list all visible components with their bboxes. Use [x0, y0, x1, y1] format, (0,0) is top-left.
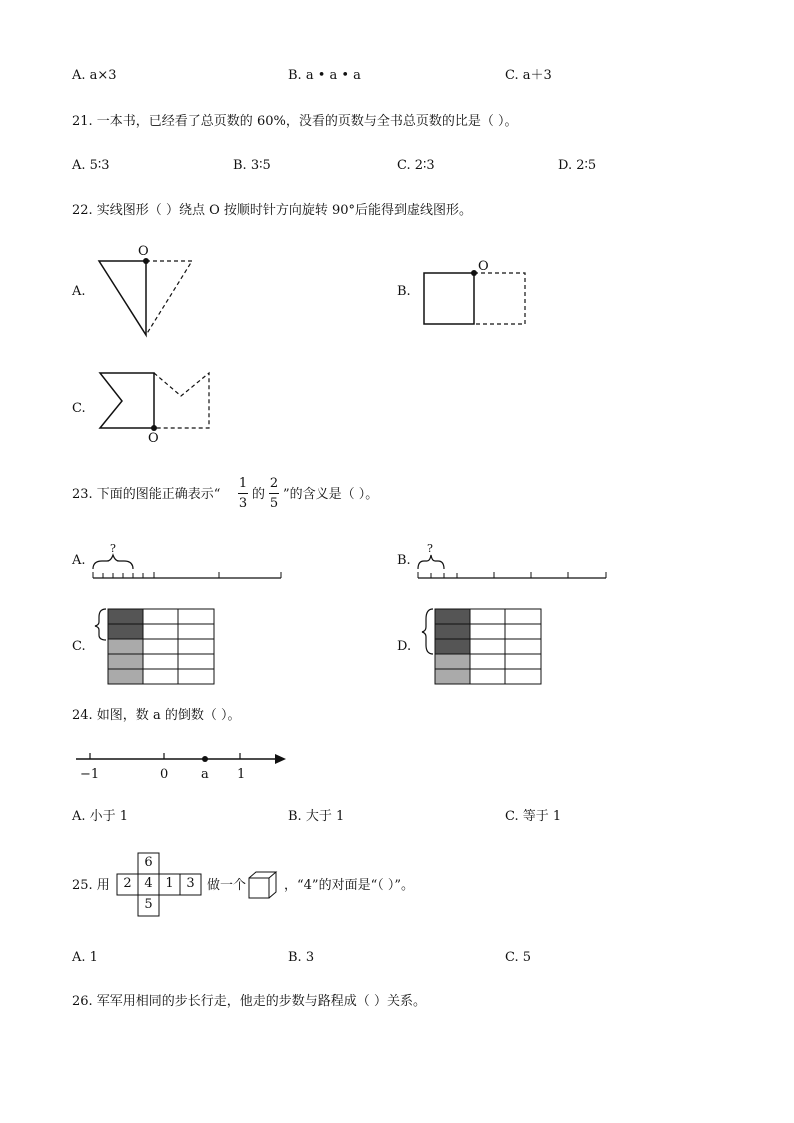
q22-option-b[interactable]: B.	[397, 284, 411, 299]
q22-text: 22. 实线图形（ ）绕点 O 按顺时针方向旋转 90°后能得到虚线图形。	[72, 203, 473, 218]
q22-b-point-label: O	[478, 259, 489, 274]
net-face-4: 3	[186, 876, 195, 891]
q24-axis-label-0: 0	[160, 767, 169, 782]
cube-icon	[247, 870, 279, 900]
q23-prefix: 23. 下面的图能正确表示“	[72, 487, 221, 502]
net-face-bottom: 5	[144, 897, 153, 912]
net-face-3: 1	[165, 876, 174, 891]
q23-figure-b	[413, 545, 613, 585]
q24-option-c[interactable]: C. 等于 1	[505, 809, 562, 824]
q22-c-point-label: O	[148, 431, 159, 446]
q22-option-a[interactable]: A.	[72, 284, 86, 299]
q23-suffix: ”的含义是（ ）。	[283, 487, 379, 502]
q25-option-b[interactable]: B. 3	[288, 950, 315, 965]
q24-axis-label-1: 1	[237, 767, 246, 782]
q26-text: 26. 军军用相同的步长行走，他走的步数与路程成（ ）关系。	[72, 994, 426, 1009]
q23-frac2-den: 5	[269, 496, 279, 511]
q25-option-c[interactable]: C. 5	[505, 950, 532, 965]
q25-option-a[interactable]: A. 1	[72, 950, 98, 965]
q23-b-question-mark: ?	[427, 542, 433, 555]
q23-frac2-bar	[269, 493, 279, 494]
q23-mid: 的	[252, 487, 266, 502]
q25-prefix: 25. 用	[72, 878, 110, 893]
q22-option-c[interactable]: C.	[72, 401, 86, 416]
q23-option-c[interactable]: C.	[72, 639, 86, 654]
q21-option-a[interactable]: A. 5∶3	[72, 158, 110, 173]
q24-option-a[interactable]: A. 小于 1	[72, 809, 129, 824]
q24-text: 24. 如图，数 a 的倒数（ ）。	[72, 708, 241, 723]
q23-frac1-den: 3	[238, 496, 248, 511]
q20-option-c[interactable]: C. a＋3	[505, 68, 552, 83]
q23-option-a[interactable]: A.	[72, 553, 86, 568]
q25-mid: 做一个	[207, 878, 247, 893]
q24-option-b[interactable]: B. 大于 1	[288, 809, 345, 824]
q22-figure-c	[94, 368, 219, 433]
q23-frac2-num: 2	[269, 476, 279, 491]
point-o	[471, 270, 477, 276]
q23-figure-d	[419, 605, 549, 687]
q24-number-line	[72, 748, 292, 768]
net-face-top: 6	[144, 855, 153, 870]
q23-figure-a	[88, 545, 288, 585]
point-a	[202, 756, 208, 762]
q21-option-d[interactable]: D. 2∶5	[558, 158, 597, 173]
q25-suffix: ，“4”的对面是“（ ）”。	[284, 878, 414, 893]
net-face-1: 2	[123, 876, 132, 891]
q23-a-question-mark: ?	[110, 542, 116, 555]
q21-option-b[interactable]: B. 3∶5	[233, 158, 271, 173]
q22-a-point-label: O	[138, 244, 149, 259]
q23-frac1-bar	[238, 493, 248, 494]
q24-axis-label-neg1: −1	[80, 767, 100, 782]
q21-text: 21. 一本书，已经看了总页数的 60%，没看的页数与全书总页数的比是（ ）。	[72, 114, 518, 129]
q23-figure-c	[92, 605, 222, 687]
q23-option-d[interactable]: D.	[397, 639, 412, 654]
q23-frac1-num: 1	[238, 476, 248, 491]
q24-axis-label-a: a	[201, 767, 209, 782]
q20-option-b[interactable]: B. a • a • a	[288, 68, 361, 83]
net-face-2: 4	[144, 876, 153, 891]
q21-option-c[interactable]: C. 2∶3	[397, 158, 435, 173]
q23-option-b[interactable]: B.	[397, 553, 411, 568]
q20-option-a[interactable]: A. a×3	[72, 68, 117, 83]
